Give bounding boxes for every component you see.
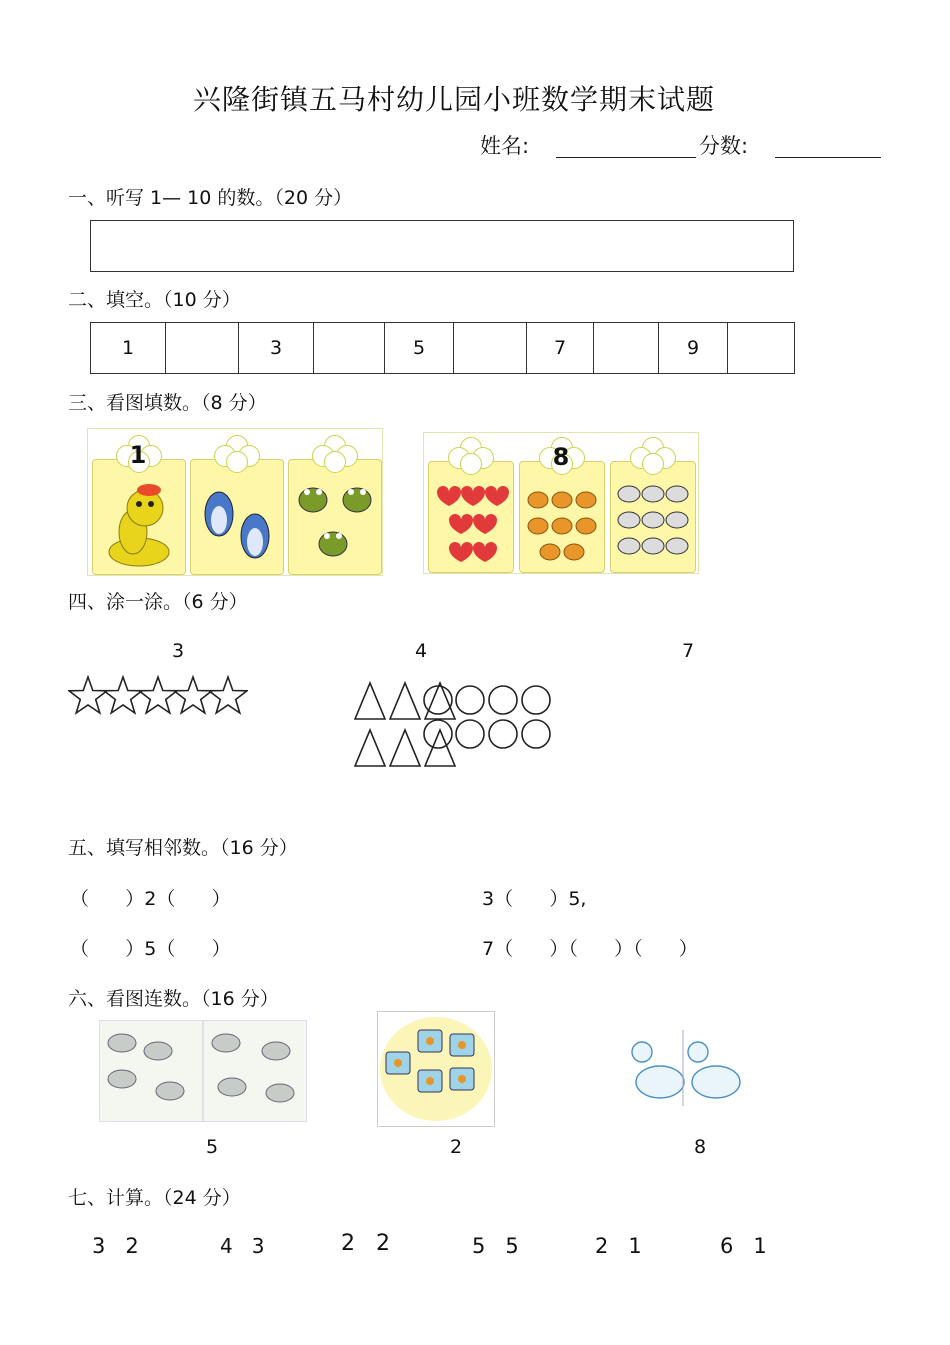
fill-cell: 5 (385, 323, 454, 374)
heart-icon (429, 462, 513, 572)
circle-icon (489, 720, 517, 748)
fill-cell-blank[interactable] (454, 323, 527, 374)
penguin-icon (191, 460, 283, 574)
answer-bubble[interactable] (630, 437, 674, 473)
triangle-icon (390, 683, 420, 719)
star-icon (139, 677, 177, 713)
calc-item[interactable]: 2 1 (595, 1234, 642, 1258)
answer-bubble[interactable] (539, 437, 583, 473)
answer-bubble[interactable] (312, 435, 356, 471)
frog-icon (289, 460, 381, 574)
triangle-icon (355, 683, 385, 719)
calc-item[interactable]: 2 2 (341, 1231, 390, 1256)
calc-item[interactable]: 5 5 (472, 1234, 519, 1258)
calc-item[interactable]: 3 2 (92, 1234, 139, 1258)
section-6-heading: 六、看图连数。（16 分） (68, 988, 279, 1010)
fill-cell-blank[interactable] (166, 323, 239, 374)
color-target-stars: 3 (172, 640, 185, 662)
table-row (91, 323, 795, 374)
star-icon (69, 677, 107, 713)
snake-icon (93, 460, 185, 574)
dictation-box[interactable] (90, 220, 794, 272)
bubble-label: 1 (129, 441, 147, 469)
color-target-circles: 7 (682, 640, 695, 662)
circle-icon (522, 720, 550, 748)
name-field[interactable] (556, 157, 696, 158)
adjacent-row1-right[interactable]: 3（ ）5, (482, 888, 587, 910)
section-7-heading: 七、计算。（24 分） (68, 1187, 241, 1209)
score-label: 分数: (699, 134, 749, 158)
shape-cluster (350, 678, 560, 770)
name-label: 姓名: (480, 134, 530, 158)
star-icon (174, 677, 212, 713)
adjacent-row1-left[interactable]: （ ）2（ ） (70, 888, 231, 910)
star-row (68, 674, 248, 720)
calc-item[interactable]: 4 3 (220, 1234, 265, 1258)
fill-cell-blank[interactable] (314, 323, 385, 374)
score-field[interactable] (775, 157, 881, 158)
answer-bubble[interactable] (116, 435, 160, 471)
connect-number[interactable]: 5 (206, 1136, 219, 1158)
color-target-triangles: 4 (415, 640, 428, 662)
connect-number[interactable]: 8 (694, 1136, 707, 1158)
section-5-heading: 五、填写相邻数。（16 分） (68, 837, 298, 859)
star-icon (209, 677, 247, 713)
cups-picture[interactable] (377, 1011, 495, 1127)
triangle-icon (355, 730, 385, 766)
adjacent-row2-right[interactable]: 7（ ）（ ）（ ） (482, 938, 698, 960)
fill-cell: 3 (239, 323, 314, 374)
shell-icon (611, 462, 695, 572)
circle-icon (456, 686, 484, 714)
ants-picture[interactable] (99, 1020, 307, 1122)
calc-item[interactable]: 6 1 (720, 1234, 767, 1258)
fill-cell: 1 (91, 323, 166, 374)
bubble-label: 8 (552, 443, 570, 471)
answer-bubble[interactable] (214, 435, 258, 471)
picture-panel-right (423, 432, 699, 574)
cup-icon (378, 1012, 494, 1126)
picture-panel-left (87, 428, 383, 576)
page-title: 兴隆街镇五马村幼儿园小班数学期末试题 (192, 83, 715, 116)
section-1-heading: 一、听写 1— 10 的数。（20 分） (68, 187, 353, 209)
adjacent-row2-left[interactable]: （ ）5（ ） (70, 938, 231, 960)
card-frogs (288, 459, 382, 575)
ant-icon (100, 1021, 306, 1121)
circle-icon (489, 686, 517, 714)
card-cookies (519, 461, 605, 573)
answer-bubble[interactable] (448, 437, 492, 473)
card-snake (92, 459, 186, 575)
cookie-icon (520, 462, 604, 572)
fill-cell-blank[interactable] (594, 323, 659, 374)
section-3-heading: 三、看图填数。（8 分） (68, 392, 267, 414)
section-4-heading: 四、涂一涂。（6 分） (68, 591, 248, 613)
card-penguins (190, 459, 284, 575)
duck-icon (624, 1030, 742, 1106)
triangle-icon (390, 730, 420, 766)
circle-icon (522, 686, 550, 714)
fill-in-table (90, 322, 795, 374)
fill-cell-blank[interactable] (728, 323, 795, 374)
card-shells (610, 461, 696, 573)
star-icon (104, 677, 142, 713)
connect-number[interactable]: 2 (450, 1136, 463, 1158)
fill-cell: 9 (659, 323, 728, 374)
fill-cell: 7 (527, 323, 594, 374)
ducks-picture[interactable] (624, 1030, 742, 1106)
section-2-heading: 二、填空。（10 分） (68, 289, 241, 311)
card-hearts (428, 461, 514, 573)
circle-icon (456, 720, 484, 748)
